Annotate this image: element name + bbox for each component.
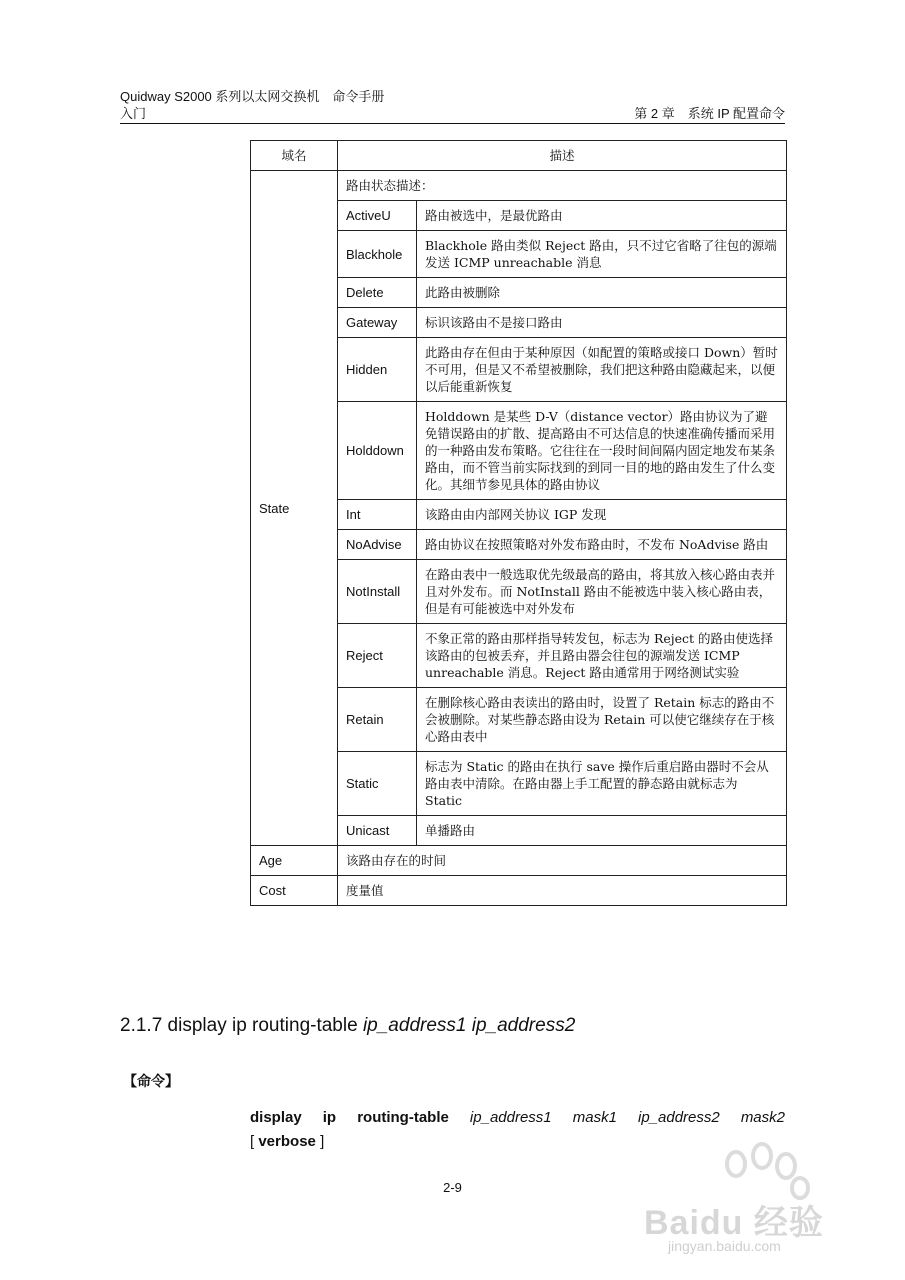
flag-description: 不象正常的路由那样指导转发包，标志为 Reject 的路由使选择该路由的包被丢弃，并且路由器会往包的源端发送 ICMP unreachable 消息。Reject 路由通常用于网络测试实验 bbox=[417, 624, 787, 688]
command-label: 【命令】 bbox=[123, 1074, 179, 1090]
manual-title: Quidway S2000 系列以太网交换机 命令手册 bbox=[120, 89, 385, 104]
state-intro-row bbox=[251, 171, 787, 201]
table-body bbox=[251, 171, 787, 906]
watermark-brand: Baidu 经验 bbox=[644, 1204, 824, 1242]
table-header-row bbox=[251, 141, 787, 171]
kw-routing-table: routing-table bbox=[357, 1109, 449, 1126]
field-name: Cost bbox=[251, 876, 338, 906]
flag-name: Unicast bbox=[338, 816, 417, 846]
field-description-table bbox=[250, 140, 787, 906]
flag-name: Blackhole bbox=[338, 231, 417, 278]
section-args: ip_address1 ip_address2 bbox=[362, 1015, 576, 1036]
flag-description: Holddown 是某些 D-V（distance vector）路由协议为了避免错误路由的扩散、提高路由不可达信息的快速准确传播而采用的一种路由发布策略。它往往在一段时间间隔内固定地发布某条路由，而不管当前实际找到的到同一目的地的路由发生了什么变化。其细节参见具体的路由协议 bbox=[417, 402, 787, 500]
flag-name: Hidden bbox=[338, 338, 417, 402]
field-description: 度量值 bbox=[338, 876, 787, 906]
state-intro: 路由状态描述： bbox=[338, 171, 787, 201]
flag-description: 此路由存在但由于某种原因（如配置的策略或接口 Down）暂时不可用，但是又不希望被删除，我们把这种路由隐藏起来，以便以后能重新恢复 bbox=[417, 338, 787, 402]
field-description: 该路由存在的时间 bbox=[338, 846, 787, 876]
chapter-title: 第 2 章 系统 IP 配置命令 bbox=[634, 106, 785, 121]
section-command: display ip routing-table bbox=[167, 1015, 358, 1036]
param-mask2: mask2 bbox=[740, 1109, 785, 1126]
flag-name: Holddown bbox=[338, 402, 417, 500]
kw-display: display bbox=[250, 1109, 302, 1126]
flag-description: 单播路由 bbox=[417, 816, 787, 846]
section-heading bbox=[120, 1015, 575, 1037]
flag-description: Blackhole 路由类似 Reject 路由，只不过它省略了往包的源端发送 ICMP unreachable 消息 bbox=[417, 231, 787, 278]
bracket-close: ] bbox=[320, 1133, 325, 1150]
flag-description: 在删除核心路由表读出的路由时，设置了 Retain 标志的路由不会被删除。对某些静态路由设为 Retain 可以使它继续存在于核心路由表中 bbox=[417, 688, 787, 752]
flag-name: Retain bbox=[338, 688, 417, 752]
section-number: 2.1.7 bbox=[120, 1015, 163, 1036]
kw-verbose: verbose bbox=[258, 1133, 316, 1150]
flag-name: Reject bbox=[338, 624, 417, 688]
flag-name: Static bbox=[338, 752, 417, 816]
flag-name: ActiveU bbox=[338, 201, 417, 231]
flag-description: 此路由被删除 bbox=[417, 278, 787, 308]
field-name: Age bbox=[251, 846, 338, 876]
command-syntax-optional bbox=[250, 1130, 324, 1154]
param-ip-address2: ip_address2 bbox=[638, 1109, 720, 1126]
kw-ip: ip bbox=[322, 1109, 337, 1126]
flag-description: 标志为 Static 的路由在执行 save 操作后重启路由器时不会从路由表中清除。在路由器上手工配置的静态路由就标志为 Static bbox=[417, 752, 787, 816]
flag-description: 标识该路由不是接口路由 bbox=[417, 308, 787, 338]
flag-description: 在路由表中一般选取优先级最高的路由，将其放入核心路由表并且对外发布。而 NotInstall 路由不能被选中装入核心路由表，但是有可能被选中对外发布 bbox=[417, 560, 787, 624]
page-header-left bbox=[120, 88, 384, 122]
flag-description: 路由协议在按照策略对外发布路由时，不发布 NoAdvise 路由 bbox=[417, 530, 787, 560]
field-state: State bbox=[251, 171, 338, 846]
watermark-url: jingyan.baidu.com bbox=[668, 1238, 781, 1254]
manual-section: 入门 bbox=[120, 106, 147, 121]
flag-description: 路由被选中，是最优路由 bbox=[417, 201, 787, 231]
flag-description: 该路由由内部网关协议 IGP 发现 bbox=[417, 500, 787, 530]
param-ip-address1: ip_address1 bbox=[469, 1109, 552, 1126]
field-row bbox=[251, 846, 787, 876]
field-row bbox=[251, 876, 787, 906]
flag-name: NoAdvise bbox=[338, 530, 417, 560]
page-number: 2-9 bbox=[443, 1180, 462, 1195]
header-rule bbox=[120, 123, 785, 124]
flag-name: Int bbox=[338, 500, 417, 530]
flag-name: Gateway bbox=[338, 308, 417, 338]
command-syntax bbox=[250, 1106, 785, 1130]
bracket-open: [ bbox=[250, 1133, 255, 1150]
header-field: 域名 bbox=[251, 141, 338, 171]
header-description: 描述 bbox=[338, 141, 787, 171]
param-mask1: mask1 bbox=[572, 1109, 617, 1126]
flag-name: NotInstall bbox=[338, 560, 417, 624]
flag-name: Delete bbox=[338, 278, 417, 308]
